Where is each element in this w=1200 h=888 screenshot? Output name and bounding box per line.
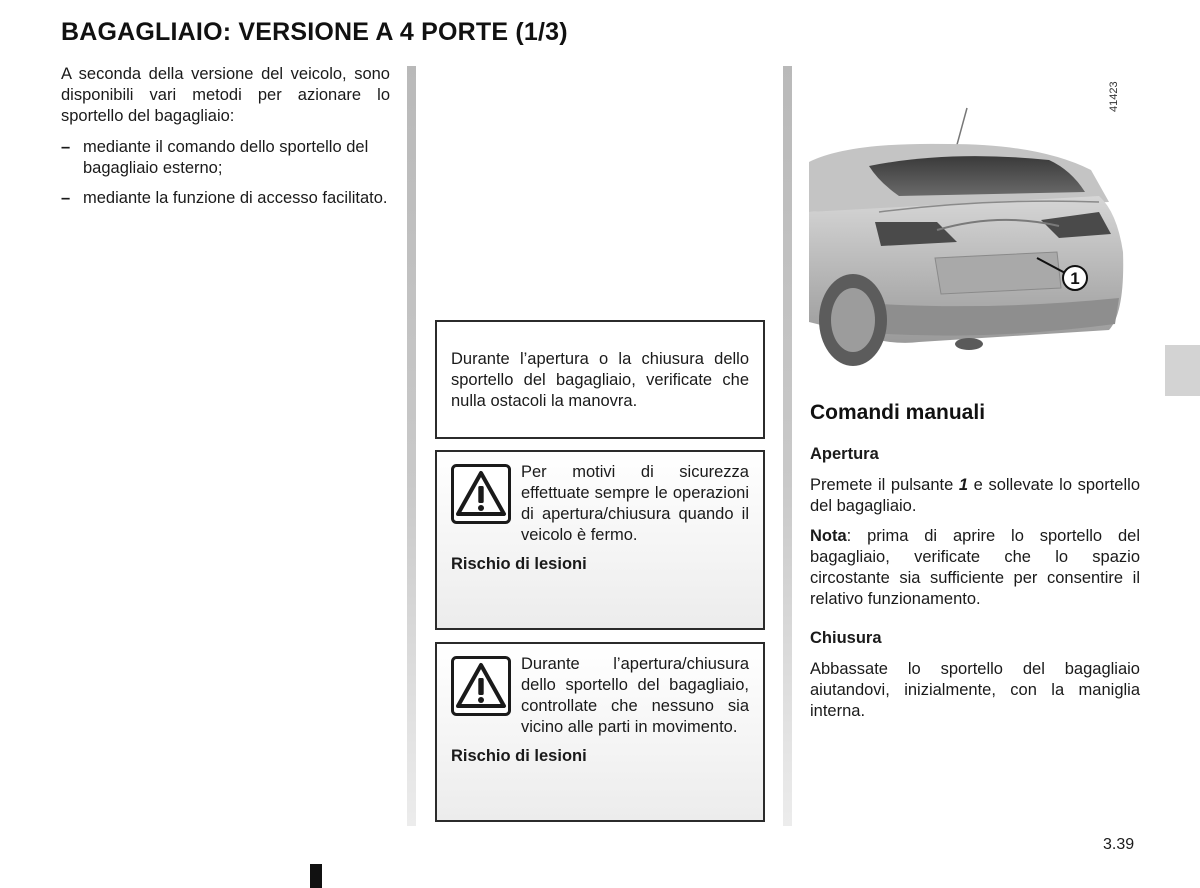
- list-dash: –: [61, 189, 71, 207]
- column-separator: [783, 66, 792, 826]
- closing-heading: Chiusura: [810, 629, 882, 647]
- intro-paragraph: A seconda della versione del veicolo, sono disponibili vari metodi per azionare lo sportello del bagagliaio:: [61, 65, 390, 125]
- callout-number: 1: [1070, 269, 1080, 288]
- warning-triangle-icon: [451, 656, 511, 716]
- opening-text-part: e sollevate lo sportello del bagagliaio.: [810, 476, 1140, 515]
- note-label: Nota: [810, 527, 847, 545]
- chapter-tab: [1165, 345, 1200, 396]
- button-reference: 1: [958, 476, 969, 494]
- risk-label: Rischio di lesioni: [451, 555, 587, 573]
- intro-list: [61, 137, 390, 209]
- warning-text: Per motivi di sicurezza effettuate sempre le operazioni di apertura/chiusura quando il veicolo è fermo.: [521, 463, 749, 544]
- warning-box: [435, 450, 765, 630]
- opening-note: [810, 526, 1140, 610]
- figure-code: 41423: [1108, 81, 1120, 112]
- opening-text: [810, 475, 1140, 517]
- closing-text: Abbassate lo sportello del bagagliaio aiutandovi, inizialmente, con la maniglia interna.: [810, 660, 1140, 720]
- print-mark: [310, 864, 322, 888]
- car-rear-illustration: [809, 62, 1140, 374]
- page-title: BAGAGLIAIO: VERSIONE A 4 PORTE (1/3): [61, 18, 568, 46]
- note-text: : prima di aprire lo sportello del bagagliaio, verificate che lo spazio circostante sia sufficiente per consentire il relativo funzionamento.: [810, 527, 1140, 608]
- intro-column: [61, 64, 390, 218]
- opening-heading: Apertura: [810, 445, 879, 463]
- list-item: [61, 137, 390, 179]
- warning-triangle-icon: [451, 464, 511, 524]
- note-box: [435, 320, 765, 439]
- warning-box: [435, 642, 765, 822]
- section-title: Comandi manuali: [810, 401, 986, 424]
- list-dash: –: [61, 138, 71, 156]
- warning-text: Durante l’apertura/chiusura dello sportello del bagagliaio, controllate che nessuno sia vicino alle parti in movimento.: [521, 655, 749, 736]
- column-separator: [407, 66, 416, 826]
- list-item-text: mediante il comando dello sportello del bagagliaio esterno;: [83, 138, 369, 177]
- list-item: [61, 188, 390, 209]
- risk-label: Rischio di lesioni: [451, 747, 587, 765]
- opening-text-part: Premete il pulsante: [810, 476, 959, 494]
- note-text: Durante l’apertura o la chiusura dello sportello del bagagliaio, verificate che nulla ostacoli la manovra.: [451, 350, 749, 410]
- list-item-text: mediante la funzione di accesso facilitato.: [83, 189, 388, 207]
- page-number: 3.39: [1103, 836, 1135, 853]
